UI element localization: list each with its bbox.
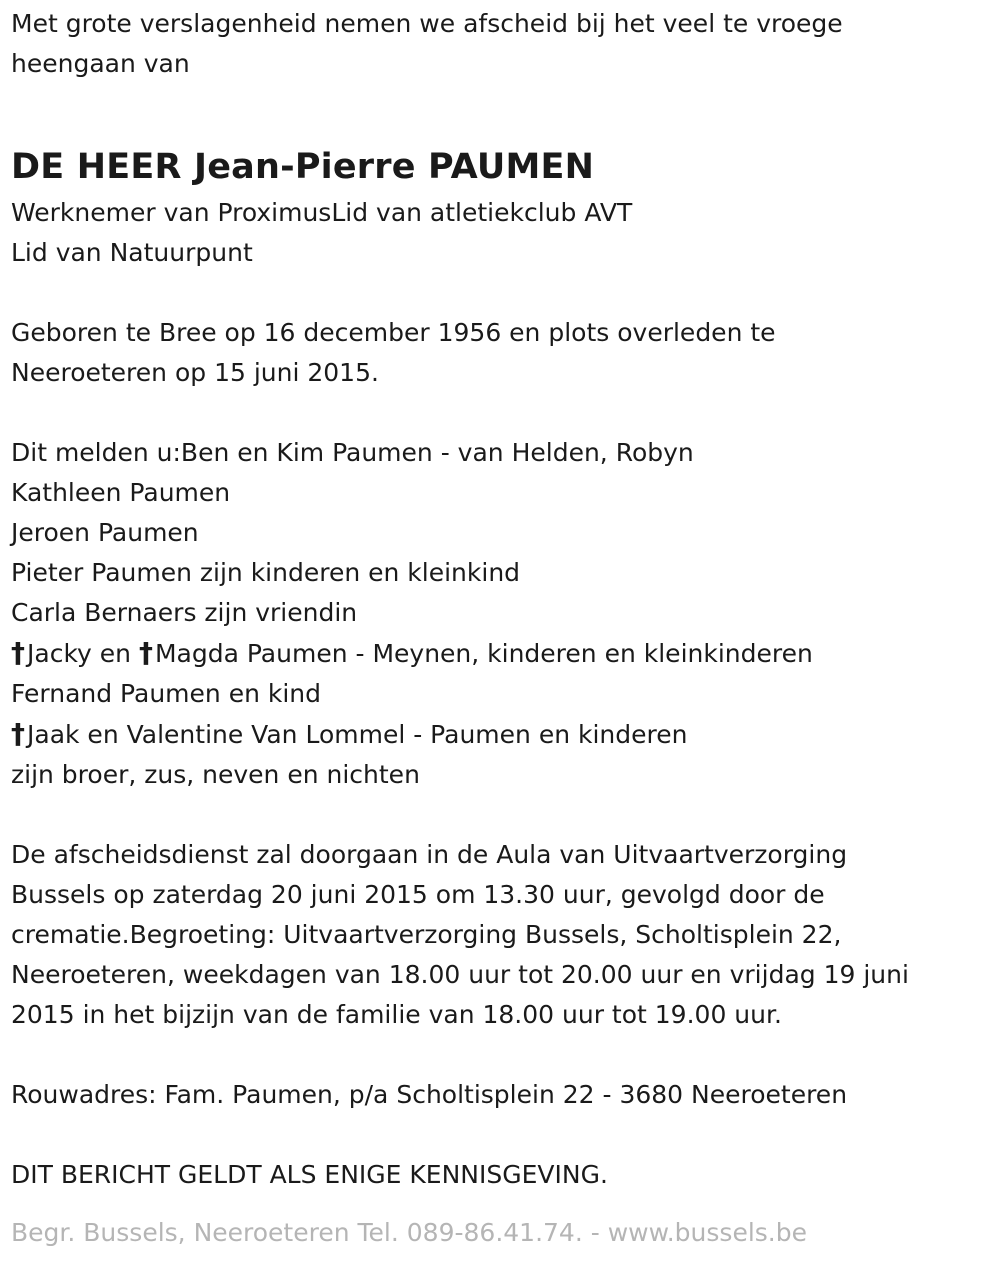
spacer bbox=[11, 1035, 991, 1075]
intro-text bbox=[11, 4, 991, 84]
service-line: 2015 in het bijzijn van de familie van 18.00 uur tot 19.00 uur. bbox=[11, 1000, 782, 1029]
family-line: Jeroen Paumen bbox=[11, 518, 199, 547]
spacer bbox=[11, 393, 991, 433]
spacer bbox=[11, 273, 991, 313]
funeral-home-footer: Begr. Bussels, Neeroeteren Tel. 089-86.41.74. - www.bussels.be bbox=[11, 1218, 807, 1247]
affiliation-line: Lid van Natuurpunt bbox=[11, 238, 253, 267]
deceased-name: DE HEER Jean-Pierre PAUMEN bbox=[11, 147, 595, 187]
spacer bbox=[11, 1115, 991, 1155]
spacer bbox=[11, 795, 991, 835]
family-line-part: Jacky en bbox=[27, 639, 131, 668]
cross-icon: † bbox=[11, 636, 25, 669]
birth-death-line: Geboren te Bree op 16 december 1956 en plots overleden te bbox=[11, 318, 776, 347]
family-line-deceased-relatives bbox=[11, 714, 991, 755]
obituary-notice bbox=[11, 4, 991, 1195]
cross-icon: † bbox=[11, 717, 25, 750]
family-list bbox=[11, 433, 991, 795]
family-line: Pieter Paumen zijn kinderen en kleinkind bbox=[11, 558, 521, 587]
intro-line: heengaan van bbox=[11, 49, 190, 78]
service-line: Neeroeteren, weekdagen van 18.00 uur tot 20.00 uur en vrijdag 19 juni bbox=[11, 960, 909, 989]
family-line: zijn broer, zus, neven en nichten bbox=[11, 760, 420, 789]
affiliation-line: Werknemer van ProximusLid van atletiekclub AVT bbox=[11, 198, 633, 227]
service-line: Bussels op zaterdag 20 juni 2015 om 13.30 uur, gevolgd door de bbox=[11, 880, 825, 909]
mourning-address: Rouwadres: Fam. Paumen, p/a Scholtisplein 22 - 3680 Neeroeteren bbox=[11, 1080, 848, 1109]
service-line: crematie.Begroeting: Uitvaartverzorging Bussels, Scholtisplein 22, bbox=[11, 920, 842, 949]
family-line: Fernand Paumen en kind bbox=[11, 679, 322, 708]
service-line: De afscheidsdienst zal doorgaan in de Aula van Uitvaartverzorging bbox=[11, 840, 848, 869]
family-line: Carla Bernaers zijn vriendin bbox=[11, 598, 358, 627]
intro-line: Met grote verslagenheid nemen we afscheid bij het veel te vroege bbox=[11, 9, 843, 38]
family-line: Dit melden u:Ben en Kim Paumen - van Helden, Robyn bbox=[11, 438, 694, 467]
family-line: Kathleen Paumen bbox=[11, 478, 231, 507]
family-line-part: Magda Paumen - Meynen, kinderen en kleinkinderen bbox=[154, 639, 813, 668]
birth-death-line: Neeroeteren op 15 juni 2015. bbox=[11, 358, 379, 387]
birth-death-info bbox=[11, 313, 991, 393]
cross-icon: † bbox=[138, 636, 153, 669]
service-info bbox=[11, 835, 991, 1035]
family-line-deceased-relatives bbox=[11, 633, 991, 674]
family-line-part: Jaak en Valentine Van Lommel - Paumen en kinderen bbox=[27, 720, 688, 749]
affiliations bbox=[11, 193, 991, 273]
notice-statement: DIT BERICHT GELDT ALS ENIGE KENNISGEVING. bbox=[11, 1160, 608, 1189]
